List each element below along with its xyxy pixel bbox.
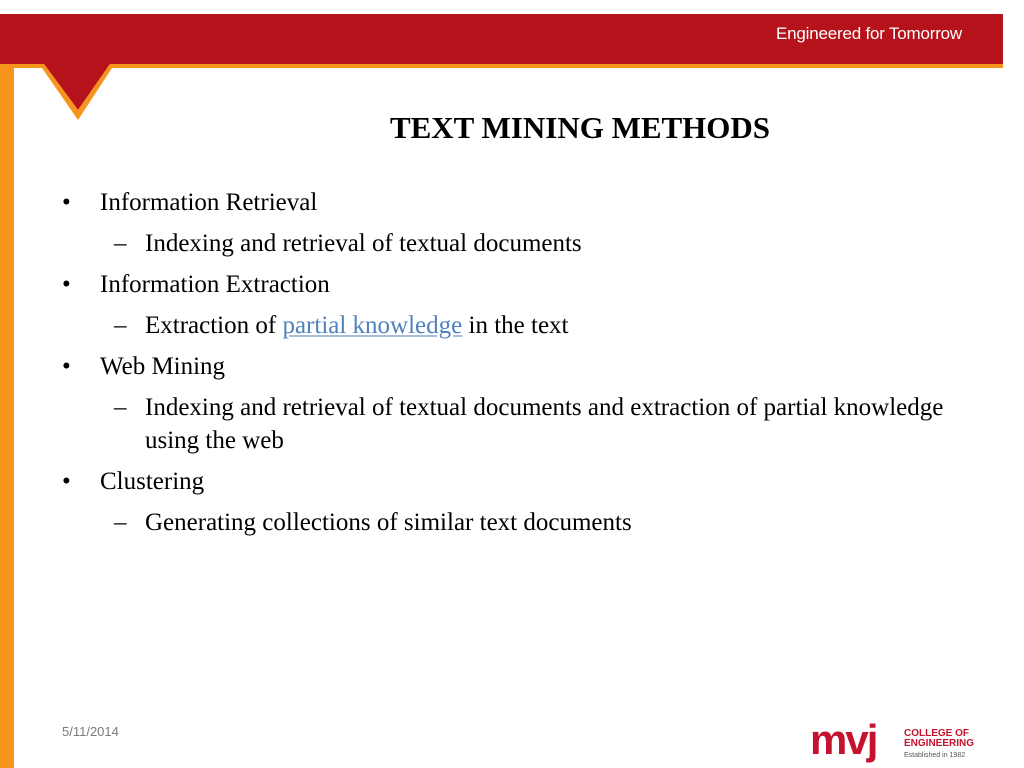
bullet-item-clustering bbox=[62, 465, 1000, 498]
sub-item-text: Indexing and retrieval of textual documents bbox=[145, 230, 582, 257]
bullet-icon: • bbox=[62, 189, 71, 216]
sub-item-prefix: Extraction of bbox=[145, 312, 283, 339]
dash-icon: – bbox=[114, 509, 127, 536]
bullet-text: Web Mining bbox=[100, 353, 226, 380]
dash-icon: – bbox=[114, 230, 127, 257]
logo-established: Established in 1982 bbox=[904, 752, 966, 759]
slide-body bbox=[0, 186, 1000, 547]
bullet-item-web-mining bbox=[62, 350, 1000, 383]
bullet-icon: • bbox=[62, 271, 71, 298]
sub-item-text: Indexing and retrieval of textual documents and extraction of partial knowledge using the web bbox=[145, 394, 944, 454]
sub-item-suffix: in the text bbox=[462, 312, 569, 339]
slide-date: 5/11/2014 bbox=[62, 724, 119, 739]
logo-line1: COLLEGE OF bbox=[904, 728, 969, 739]
dash-icon: – bbox=[114, 394, 127, 421]
header-tagline: Engineered for Tomorrow bbox=[776, 24, 962, 43]
bullet-icon: • bbox=[62, 468, 71, 495]
bullet-item-information-retrieval bbox=[62, 186, 1000, 219]
sub-item-web-indexing bbox=[114, 391, 945, 457]
slide-title: TEXT MINING METHODS bbox=[389, 110, 771, 145]
sub-item-indexing bbox=[114, 227, 945, 260]
bullet-text: Information Retrieval bbox=[100, 189, 318, 216]
college-logo bbox=[810, 716, 980, 766]
sub-item-generating bbox=[114, 506, 945, 539]
logo-mark: mvj bbox=[810, 716, 877, 763]
bullet-text: Clustering bbox=[100, 468, 205, 495]
sub-item-text: Generating collections of similar text documents bbox=[145, 509, 632, 536]
bullet-text: Information Extraction bbox=[100, 271, 330, 298]
logo-text bbox=[904, 729, 974, 761]
bullet-icon: • bbox=[62, 353, 71, 380]
dash-icon: – bbox=[114, 312, 127, 339]
bullet-item-information-extraction bbox=[62, 268, 1000, 301]
partial-knowledge-link[interactable]: partial knowledge bbox=[282, 312, 463, 339]
logo-line2: ENGINEERING bbox=[904, 738, 975, 749]
sub-item-extraction bbox=[114, 309, 945, 342]
